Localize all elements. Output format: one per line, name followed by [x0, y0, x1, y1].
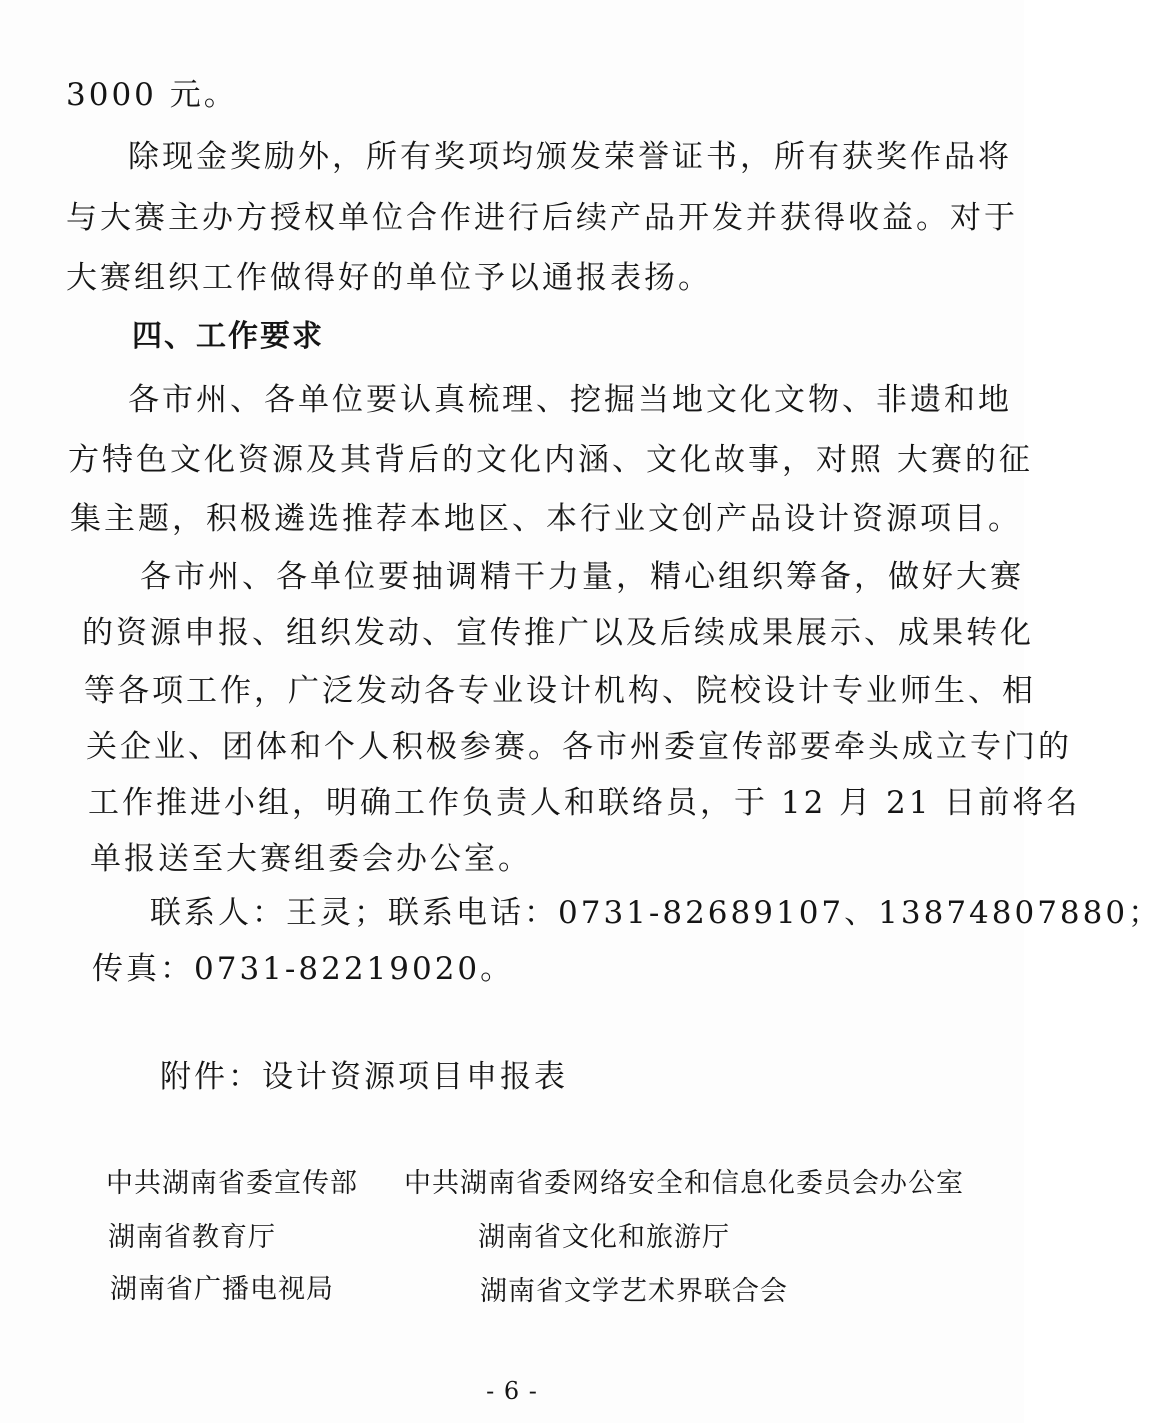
signatory: 中共湖南省委网络安全和信息化委员会办公室 — [404, 1168, 964, 1199]
contact-line: 联系人：王灵；联系电话：0731-82689107、13874807880； — [150, 895, 1162, 931]
text-line: 各市州、各单位要抽调精干力量，精心组织筹备，做好大赛 — [140, 559, 1024, 595]
section-heading: 四、工作要求 — [132, 319, 324, 354]
signatory: 湖南省广播电视局 — [110, 1274, 334, 1305]
text-line: 的资源申报、组织发动、宣传推广以及后续成果展示、成果转化 — [82, 615, 1034, 651]
page-number: - 6 - — [486, 1377, 538, 1405]
text-line: 3000 元。 — [66, 77, 238, 113]
text-line: 大赛组织工作做得好的单位予以通报表扬。 — [66, 260, 712, 296]
attachment-line: 附件：设计资源项目申报表 — [160, 1059, 568, 1095]
text-line: 等各项工作，广泛发动各专业设计机构、院校设计专业师生、相 — [84, 673, 1036, 709]
text-line: 关企业、团体和个人积极参赛。各市州委宣传部要牵头成立专门的 — [86, 729, 1072, 765]
fax-line: 传真：0731-82219020。 — [92, 951, 515, 987]
signatory: 中共湖南省委宣传部 — [106, 1168, 358, 1199]
text-line: 集主题，积极遴选推荐本地区、本行业文创产品设计资源项目。 — [70, 501, 1022, 537]
text-line: 各市州、各单位要认真梳理、挖掘当地文化文物、非遗和地 — [128, 382, 1012, 418]
text-line: 工作推进小组，明确工作负责人和联络员，于 12 月 21 日前将名 — [88, 785, 1081, 821]
text-line: 方特色文化资源及其背后的文化内涵、文化故事，对照 大赛的征 — [68, 442, 1033, 478]
signatory: 湖南省文化和旅游厅 — [478, 1222, 730, 1253]
signatory: 湖南省教育厅 — [108, 1222, 276, 1253]
signatory: 湖南省文学艺术界联合会 — [480, 1276, 788, 1307]
text-line: 与大赛主办方授权单位合作进行后续产品开发并获得收益。对于 — [66, 200, 1018, 236]
text-line: 单报送至大赛组委会办公室。 — [90, 841, 532, 877]
text-line: 除现金奖励外，所有奖项均颁发荣誉证书，所有获奖作品将 — [128, 139, 1012, 175]
